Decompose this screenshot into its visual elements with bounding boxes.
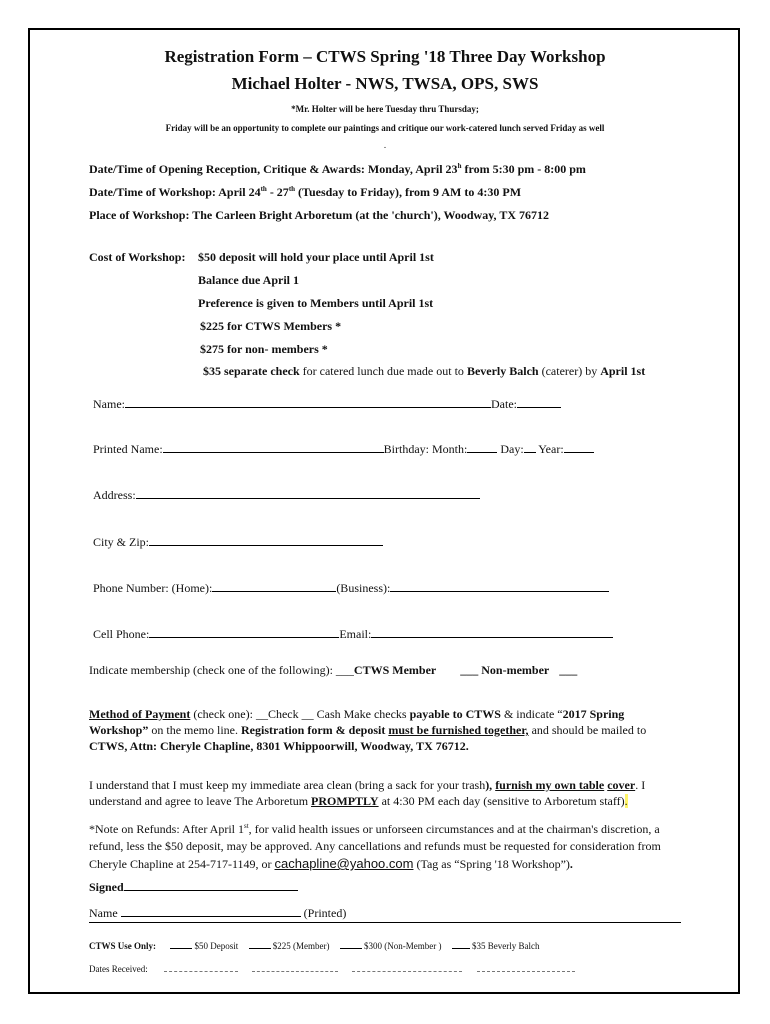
birth-year-input[interactable] xyxy=(564,442,594,453)
address-input[interactable] xyxy=(136,488,480,499)
email-input[interactable] xyxy=(371,627,613,638)
printed-name-row: Printed Name: Birthday: Month: Day: Year: xyxy=(93,442,594,457)
city-zip-row: City & Zip: xyxy=(93,535,383,550)
phone-row: Phone Number: (Home): (Business): xyxy=(93,581,609,596)
name-field-row: Name: Date: xyxy=(93,397,561,412)
printed-name-input[interactable] xyxy=(163,442,384,453)
cost-members: $225 for CTWS Members * xyxy=(200,319,342,333)
membership-row: Indicate membership (check one of the following): ___CTWS Member ___ Non-member ___ xyxy=(89,663,578,677)
reception-line: Date/Time of Opening Reception, Critique & Awards: Monday, April 23$^h$ from 5:30 pm - 8:00 pm xyxy=(89,162,586,176)
signature-input[interactable] xyxy=(124,880,298,891)
business-phone-input[interactable] xyxy=(390,581,609,592)
cost-non-members: $275 for non- members * xyxy=(200,342,328,356)
birth-day-input[interactable] xyxy=(524,442,536,453)
divider-line xyxy=(89,922,681,923)
home-phone-input[interactable] xyxy=(212,581,336,592)
cost-label: Cost of Workshop: xyxy=(89,250,186,264)
signed-row: Signed xyxy=(89,880,298,895)
cost-balance: Balance due April 1 xyxy=(198,273,300,287)
non-member-option[interactable]: Non-member xyxy=(481,663,550,677)
schedule-note: *Mr. Holter will be here Tuesday thru Thursday; xyxy=(291,104,479,114)
cell-phone-input[interactable] xyxy=(149,627,339,638)
city-zip-input[interactable] xyxy=(149,535,383,546)
address-row: Address: xyxy=(93,488,480,503)
cost-deposit: $50 deposit will hold your place until April 1st xyxy=(198,250,434,264)
name-printed-input[interactable] xyxy=(121,906,301,917)
place-line: Place of Workshop: The Carleen Bright Arboretum (at the 'church'), Woodway, TX 76712 xyxy=(89,208,550,222)
birth-month-input[interactable] xyxy=(467,442,497,453)
workshop-dates-line: Date/Time of Workshop: April 24th - 27th (Tuesday to Friday), from 9 AM to 4:30 PM xyxy=(89,185,522,199)
instructor-line: Michael Holter - NWS, TWSA, OPS, SWS xyxy=(231,74,539,93)
name-printed-row: Name (Printed) xyxy=(89,906,347,920)
dates-received-row: Dates Received: xyxy=(89,964,575,974)
email-link[interactable]: cachapline@yahoo.com xyxy=(274,856,414,871)
cell-email-row: Cell Phone: Email: xyxy=(93,627,613,642)
office-use-row: CTWS Use Only: $50 Deposit $225 (Member) $300 (Non-Member ) $35 Beverly Balch xyxy=(89,938,539,951)
refund-paragraph: *Note on Refunds: After April 1st, for valid health issues or unforseen circumstances and at the chairman's discretion, a refund, less the $50 deposit, may be approved. Any cancellations and refunds must be requested for consideration from Cheryle Chapline at 254-717-1149, or cachapline@yahoo.com (Tag as “Spring '18 Workshop”). xyxy=(89,822,661,871)
cost-lunch: $35 separate check for catered lunch due made out to Beverly Balch (caterer) by April 1st xyxy=(203,364,646,378)
form-title: Registration Form – CTWS Spring '18 Three Day Workshop xyxy=(164,47,606,66)
cost-preference: Preference is given to Members until April 1st xyxy=(198,296,434,310)
note-dot: . xyxy=(383,140,387,150)
date-input[interactable] xyxy=(517,397,561,408)
name-input[interactable] xyxy=(125,397,491,408)
friday-note: Friday will be an opportunity to complete our paintings and critique our work-catered lunch served Friday as well xyxy=(165,123,605,133)
understand-paragraph: I understand that I must keep my immediate area clean (bring a sack for your trash), furnish my own table cover. I understand and agree to leave The Arboretum PROMPTLY at 4:30 PM each day (sensitive to Arboretum staff). xyxy=(89,778,646,808)
member-option[interactable]: CTWS Member xyxy=(353,663,437,677)
payment-paragraph: Method of Payment (check one): __Check __ Cash Make checks payable to CTWS & indicate “2017 Spring Workshop” on the memo line. Registration form & deposit must be furnished together, and should be mailed to CTWS, Attn: Cheryle Chapline, 8301 Whippoorwill, Woodway, TX 76712. xyxy=(89,707,647,753)
